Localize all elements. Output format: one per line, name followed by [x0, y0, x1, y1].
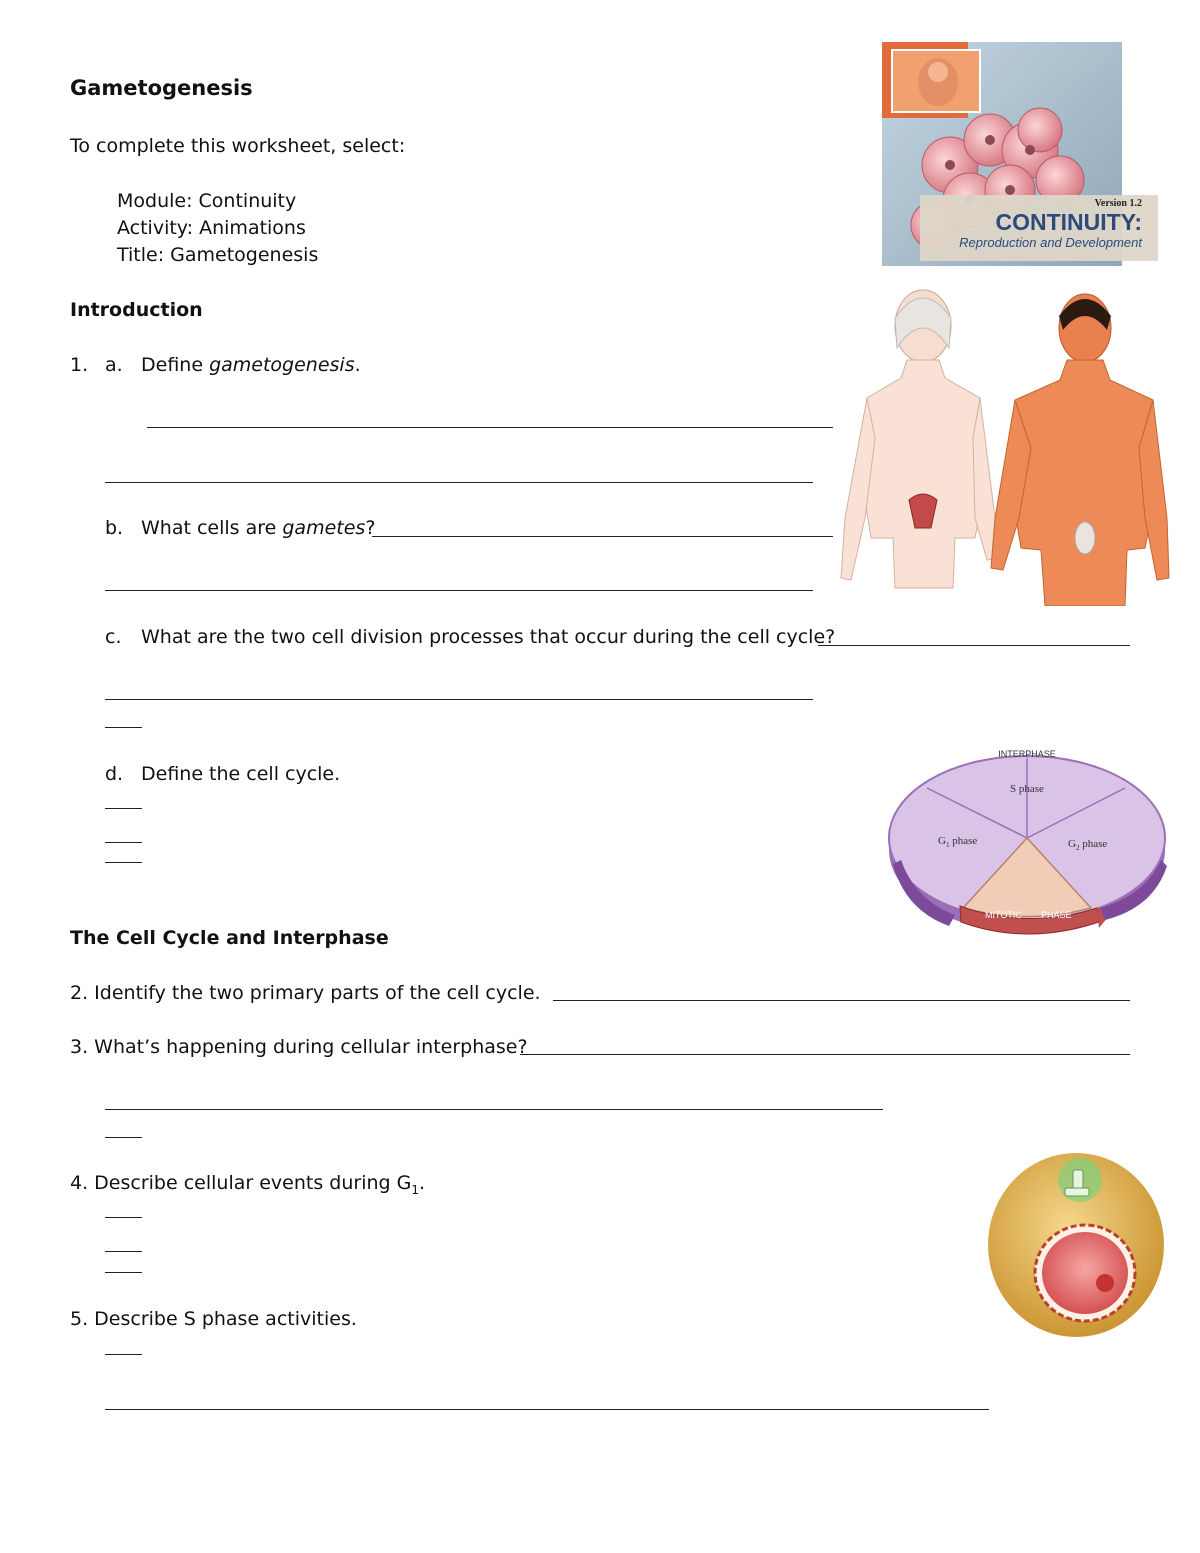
q3-text: 3. What’s happening during cellular interphase?: [70, 1036, 528, 1058]
q4-text-pre: 4. Describe cellular events during G: [70, 1172, 412, 1194]
g1-pre: G: [938, 835, 946, 847]
g2-pre: G: [1068, 838, 1076, 850]
centrosome: [1058, 1158, 1102, 1202]
q1d-letter: d.: [105, 763, 124, 785]
q1a-text-post: .: [354, 354, 361, 376]
cell-cycle-diagram: [885, 740, 1170, 945]
q1c-answer-line-2[interactable]: [105, 699, 813, 700]
q1b-letter: b.: [105, 517, 124, 539]
cover-heading: CONTINUITY:: [995, 209, 1142, 235]
label-g1-phase: [938, 835, 977, 849]
g2-sub: 2: [1075, 844, 1080, 852]
instructions-intro: To complete this worksheet, select:: [70, 135, 406, 157]
q1b-text-pre: What cells are: [141, 517, 283, 539]
q1a-text-pre: Define: [141, 354, 210, 376]
q1c-answer-line-3[interactable]: [105, 727, 142, 728]
worksheet-title: Gametogenesis: [70, 76, 253, 100]
q1b-text-post: ?: [365, 517, 376, 539]
q4-answer-line-2[interactable]: [105, 1251, 142, 1252]
q1d-answer-line-1[interactable]: [105, 808, 142, 809]
q4-text-post: .: [418, 1172, 426, 1194]
label-mitotic: MITOTIC: [985, 910, 1022, 920]
q2-answer-line[interactable]: [553, 1000, 1130, 1001]
q1a-answer-line-2[interactable]: [105, 482, 813, 483]
cover-version: Version 1.2: [1094, 198, 1142, 209]
human-anatomy-illustration: [835, 288, 1170, 606]
q1d-text: Define the cell cycle.: [141, 763, 341, 785]
q4-subscript: 1: [411, 1182, 419, 1197]
label-interphase: INTERPHASE: [998, 749, 1056, 759]
cover-graphic: [880, 40, 1160, 270]
g2-post: phase: [1079, 838, 1108, 850]
q4-answer-line-3[interactable]: [105, 1272, 142, 1273]
g1-sub: 1: [945, 841, 950, 849]
q1b-answer-line-2[interactable]: [105, 590, 813, 591]
q1a-letter: a.: [105, 354, 123, 376]
q5-answer-line-1[interactable]: [105, 1354, 142, 1355]
q3-answer-line-3[interactable]: [105, 1137, 142, 1138]
q3-answer-line-1[interactable]: [520, 1054, 1130, 1055]
q1b-term: gametes: [282, 517, 366, 539]
q1c-answer-line-1[interactable]: [818, 645, 1130, 646]
female-male-figures: [835, 288, 1170, 606]
q1a-term: gametogenesis: [209, 354, 355, 376]
cell-illustration: [985, 1148, 1167, 1340]
label-s-phase: S phase: [1010, 783, 1044, 795]
label-phase: PHASE: [1041, 910, 1072, 920]
q1b-answer-line-1[interactable]: [372, 536, 833, 537]
cell-cycle-graphic: [885, 740, 1170, 945]
g1-post: phase: [949, 835, 978, 847]
instructions-title: Title: Gametogenesis: [117, 244, 319, 266]
cover-subheading: Reproduction and Development: [959, 235, 1142, 250]
female-figure: [841, 290, 997, 588]
q3-answer-line-2[interactable]: [105, 1109, 883, 1110]
instructions-activity: Activity: Animations: [117, 217, 306, 239]
q1a-text: [141, 353, 361, 377]
q2-text: 2. Identify the two primary parts of the cell cycle.: [70, 982, 541, 1004]
q1c-text: What are the two cell division processes that occur during the cell cycle?: [141, 626, 836, 648]
section-cell-cycle: The Cell Cycle and Interphase: [70, 927, 389, 949]
q4-text: [70, 1171, 425, 1202]
q4-answer-line-1[interactable]: [105, 1217, 142, 1218]
label-g2-phase: [1068, 838, 1107, 852]
q5-answer-line-2[interactable]: [105, 1409, 989, 1410]
q1a-answer-line-1[interactable]: [147, 427, 833, 428]
instructions-module: Module: Continuity: [117, 190, 297, 212]
q1d-answer-line-2[interactable]: [105, 842, 142, 843]
section-introduction: Introduction: [70, 299, 203, 321]
q1c-letter: c.: [105, 626, 122, 648]
q1b-text: [141, 516, 375, 540]
male-figure: [991, 294, 1169, 606]
continuity-cover-image: [880, 40, 1160, 270]
q1-number: 1.: [70, 354, 89, 376]
cell-graphic: [985, 1148, 1167, 1340]
q1d-answer-line-3[interactable]: [105, 862, 142, 863]
q5-text: 5. Describe S phase activities.: [70, 1308, 357, 1330]
